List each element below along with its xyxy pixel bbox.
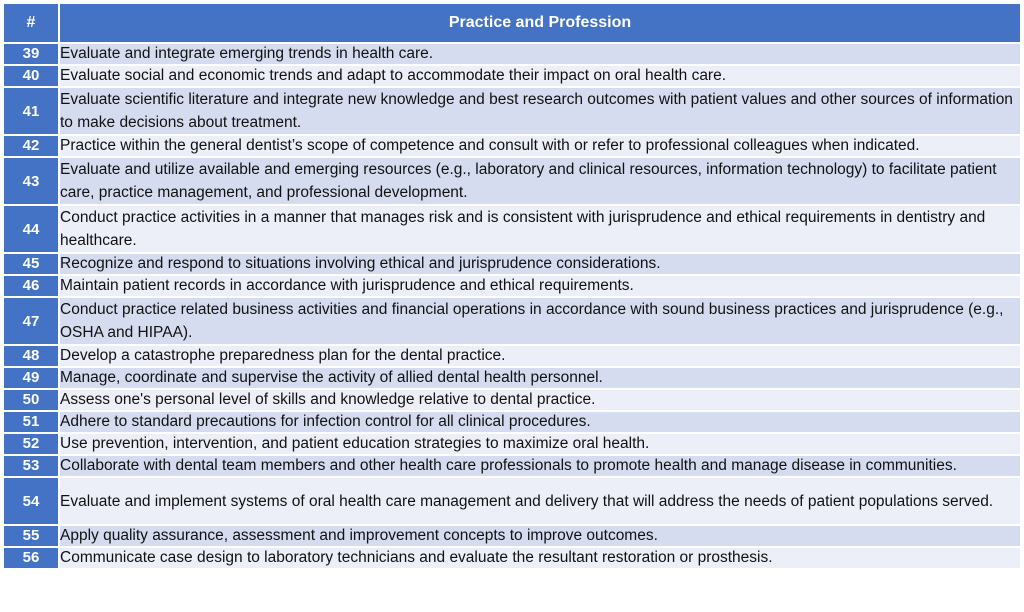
row-number: 41	[3, 87, 59, 135]
row-number: 44	[3, 205, 59, 253]
row-text: Use prevention, intervention, and patient education strategies to maximize oral health.	[59, 433, 1021, 455]
table-row	[3, 205, 1021, 253]
row-text: Develop a catastrophe preparedness plan for the dental practice.	[59, 345, 1021, 367]
table-row	[3, 65, 1021, 87]
row-number: 51	[3, 411, 59, 433]
row-text: Conduct practice activities in a manner that manages risk and is consistent with jurisprudence and ethical requirements in dentistry and healthcare.	[59, 205, 1021, 253]
table-header-row	[3, 3, 1021, 43]
header-title: Practice and Profession	[59, 3, 1021, 43]
row-text: Conduct practice related business activities and financial operations in accordance with sound business practices and jurisprudence (e.g., OSHA and HIPAA).	[59, 297, 1021, 345]
row-number: 53	[3, 455, 59, 477]
row-number: 40	[3, 65, 59, 87]
row-text: Evaluate and utilize available and emerging resources (e.g., laboratory and clinical resources, information technology) to facilitate patient care, practice management, and professional development.	[59, 157, 1021, 205]
row-number: 45	[3, 253, 59, 275]
row-text: Practice within the general dentist’s scope of competence and consult with or refer to professional colleagues when indicated.	[59, 135, 1021, 157]
table-row	[3, 275, 1021, 297]
row-number: 39	[3, 43, 59, 65]
table-row	[3, 43, 1021, 65]
header-number: #	[3, 3, 59, 43]
row-number: 42	[3, 135, 59, 157]
table-row	[3, 345, 1021, 367]
competency-table	[2, 2, 1022, 570]
row-number: 43	[3, 157, 59, 205]
table-row	[3, 547, 1021, 569]
row-text: Assess one's personal level of skills and knowledge relative to dental practice.	[59, 389, 1021, 411]
row-number: 56	[3, 547, 59, 569]
row-text: Evaluate and implement systems of oral health care management and delivery that will address the needs of patient populations served.	[59, 477, 1021, 525]
table-row	[3, 157, 1021, 205]
row-number: 55	[3, 525, 59, 547]
row-number: 47	[3, 297, 59, 345]
row-text: Maintain patient records in accordance with jurisprudence and ethical requirements.	[59, 275, 1021, 297]
table-row	[3, 389, 1021, 411]
table-row	[3, 297, 1021, 345]
row-text: Evaluate social and economic trends and adapt to accommodate their impact on oral health care.	[59, 65, 1021, 87]
row-text: Evaluate and integrate emerging trends in health care.	[59, 43, 1021, 65]
row-text: Communicate case design to laboratory technicians and evaluate the resultant restoration or prosthesis.	[59, 547, 1021, 569]
row-number: 48	[3, 345, 59, 367]
row-text: Evaluate scientific literature and integrate new knowledge and best research outcomes with patient values and other sources of information to make decisions about treatment.	[59, 87, 1021, 135]
table-row	[3, 433, 1021, 455]
row-number: 54	[3, 477, 59, 525]
table-row	[3, 87, 1021, 135]
table-row	[3, 525, 1021, 547]
table-row	[3, 253, 1021, 275]
table-row	[3, 411, 1021, 433]
row-text: Adhere to standard precautions for infection control for all clinical procedures.	[59, 411, 1021, 433]
row-number: 52	[3, 433, 59, 455]
table-row	[3, 367, 1021, 389]
row-text: Apply quality assurance, assessment and improvement concepts to improve outcomes.	[59, 525, 1021, 547]
row-number: 49	[3, 367, 59, 389]
row-number: 46	[3, 275, 59, 297]
table-row	[3, 455, 1021, 477]
row-text: Collaborate with dental team members and other health care professionals to promote health and manage disease in communities.	[59, 455, 1021, 477]
row-number: 50	[3, 389, 59, 411]
table-row	[3, 477, 1021, 525]
table-row	[3, 135, 1021, 157]
row-text: Recognize and respond to situations involving ethical and jurisprudence considerations.	[59, 253, 1021, 275]
row-text: Manage, coordinate and supervise the activity of allied dental health personnel.	[59, 367, 1021, 389]
